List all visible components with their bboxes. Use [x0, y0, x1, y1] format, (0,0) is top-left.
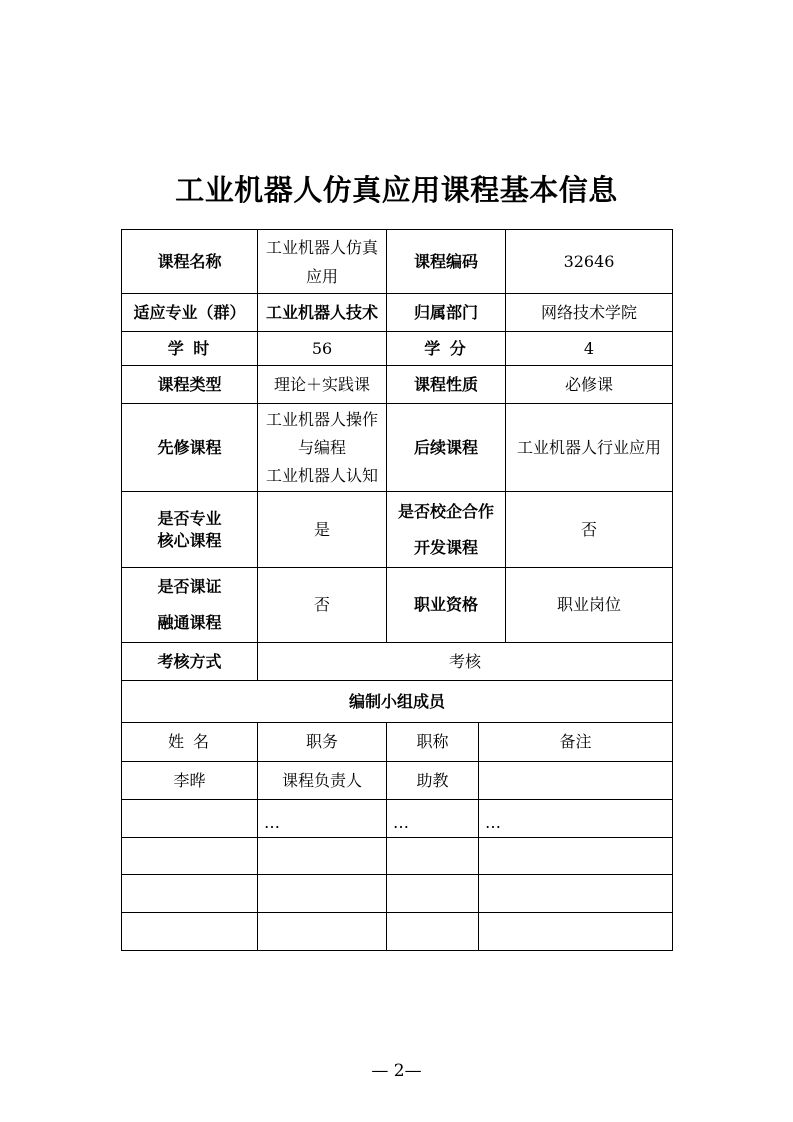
- credits-label: 学 分: [387, 332, 506, 366]
- team-cell: 课程负责人: [258, 762, 387, 800]
- page-title: 工业机器人仿真应用课程基本信息: [175, 173, 618, 207]
- table-row: [122, 404, 673, 492]
- certificate-integration-label-line: 是否课证: [157, 577, 222, 596]
- core-course-label-line: 是否专业: [157, 508, 222, 528]
- table-row: [122, 332, 673, 366]
- certificate-integration-label: [122, 568, 258, 643]
- team-cell: [122, 875, 258, 913]
- team-cell: …: [387, 800, 479, 838]
- course-info-table: [121, 229, 673, 951]
- prerequisite-line: 工业机器人操作: [265, 409, 378, 429]
- course-name-label: 课程名称: [122, 230, 258, 294]
- followup-value: 工业机器人行业应用: [506, 404, 673, 492]
- course-name-line: 应用: [305, 266, 338, 286]
- team-cell: [122, 800, 258, 838]
- team-cell: 李晔: [122, 762, 258, 800]
- team-cell: [387, 838, 479, 875]
- cooperation-label-line: 开发课程: [414, 537, 479, 557]
- team-cell: …: [479, 800, 673, 838]
- followup-label: 后续课程: [387, 404, 506, 492]
- table-row: [122, 294, 673, 332]
- team-cell: [258, 913, 387, 951]
- team-row: [122, 913, 673, 951]
- assessment-value: 考核: [258, 643, 673, 681]
- team-cell: …: [258, 800, 387, 838]
- team-cell: [479, 838, 673, 875]
- table-row: [122, 681, 673, 723]
- team-cell: [387, 913, 479, 951]
- department-label: 归属部门: [387, 294, 506, 332]
- team-cell: [122, 838, 258, 875]
- core-course-label-line: 核心课程: [157, 530, 222, 550]
- team-cell: [258, 875, 387, 913]
- team-column-header: 职称: [387, 723, 479, 762]
- hours-label: 学 时: [122, 332, 258, 366]
- course-code-label: 课程编码: [387, 230, 506, 294]
- team-row: [122, 762, 673, 800]
- department-value: 网络技术学院: [506, 294, 673, 332]
- cooperation-label-line: 是否校企合作: [398, 501, 495, 521]
- page-number: — 2—: [371, 1061, 422, 1081]
- team-cell: 助教: [387, 762, 479, 800]
- qualification-value: 职业岗位: [506, 568, 673, 643]
- hours-value: 56: [258, 332, 387, 366]
- major-value: 工业机器人技术: [258, 294, 387, 332]
- team-row: [122, 875, 673, 913]
- credits-value: 4: [506, 332, 673, 366]
- course-nature-label: 课程性质: [387, 366, 506, 404]
- prerequisite-value: [258, 404, 387, 492]
- prerequisite-line: 与编程: [297, 437, 346, 457]
- table-row: [122, 366, 673, 404]
- team-row: [122, 800, 673, 838]
- course-type-label: 课程类型: [122, 366, 258, 404]
- course-type-value: 理论＋实践课: [258, 366, 387, 404]
- course-name-line: 工业机器人仿真: [265, 237, 378, 257]
- team-heading: 编制小组成员: [122, 681, 673, 723]
- team-cell: [479, 913, 673, 951]
- cooperation-label: [387, 492, 506, 568]
- core-course-label: [122, 492, 258, 568]
- course-code-value: 32646: [506, 230, 673, 294]
- qualification-label: 职业资格: [387, 568, 506, 643]
- team-cell: [387, 875, 479, 913]
- course-nature-value: 必修课: [506, 366, 673, 404]
- core-course-value: 是: [258, 492, 387, 568]
- assessment-label: 考核方式: [122, 643, 258, 681]
- team-cell: [479, 762, 673, 800]
- team-column-header: 备注: [479, 723, 673, 762]
- prerequisite-label: 先修课程: [122, 404, 258, 492]
- course-name-value: [258, 230, 387, 294]
- prerequisite-line: 工业机器人认知: [265, 465, 378, 485]
- team-row: [122, 838, 673, 875]
- team-cell: [122, 913, 258, 951]
- major-label: 适应专业（群）: [122, 294, 258, 332]
- cooperation-value: 否: [506, 492, 673, 568]
- table-row: [122, 230, 673, 294]
- team-cell: [258, 838, 387, 875]
- team-column-header: 职务: [258, 723, 387, 762]
- team-cell: [479, 875, 673, 913]
- table-row: [122, 492, 673, 568]
- team-header-row: [122, 723, 673, 762]
- table-row: [122, 568, 673, 643]
- table-row: [122, 643, 673, 681]
- team-column-header: 姓 名: [122, 723, 258, 762]
- certificate-integration-value: 否: [258, 568, 387, 643]
- certificate-integration-label-line: 融通课程: [157, 613, 222, 632]
